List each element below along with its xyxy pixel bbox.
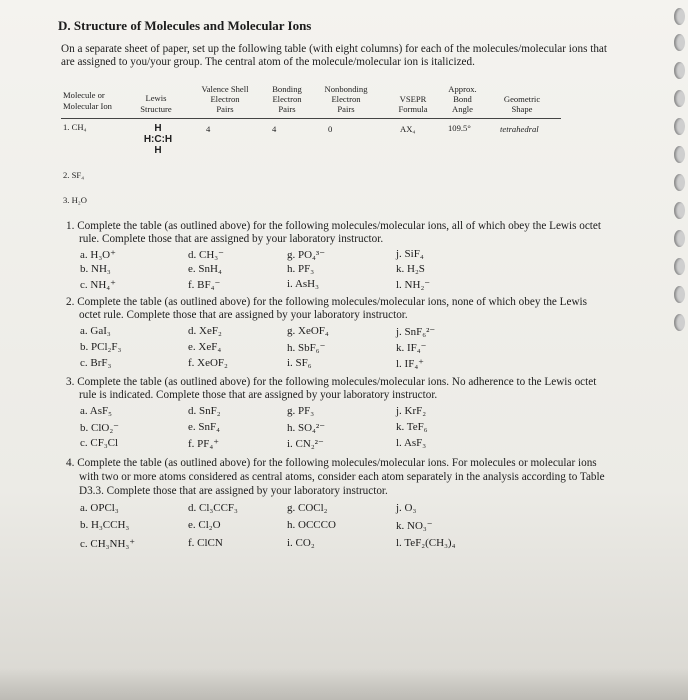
- q4-item: f. ClCN: [188, 537, 223, 549]
- header-bonding-3: Pairs: [278, 104, 296, 114]
- q4-item: k. NO₃⁻: [396, 520, 433, 532]
- q1-line-2: rule. Complete those that are assigned by your laboratory instructor.: [79, 233, 384, 245]
- q1-item: g. PO₄³⁻: [287, 249, 326, 261]
- q3-line-2: rule is indicated. Complete those that are assigned by your laboratory instructor.: [79, 389, 438, 401]
- q1-line-1: 1. Complete the table (as outlined above) for the following molecules/molecular ions, all of which obey the Lewis octet: [66, 220, 601, 232]
- lewis-middle: H:C:H: [143, 134, 173, 145]
- q2-item: f. XeOF₂: [188, 357, 228, 369]
- q4-item: d. Cl₃CCF₃: [188, 502, 238, 514]
- q4-item: b. H₃CCH₃: [80, 519, 130, 531]
- q3-item: i. CN₂²⁻: [287, 438, 324, 450]
- q4-line-3: D3.3. Complete those that are assigned by your laboratory instructor.: [79, 485, 388, 497]
- q2-item: j. SnF₆²⁻: [396, 326, 436, 338]
- binder-hole: [674, 34, 685, 51]
- header-valence-3: Pairs: [216, 104, 234, 114]
- lewis-structure: [140, 123, 176, 156]
- header-shape-1: Geometric: [503, 94, 541, 104]
- q1-item: d. CH₃⁻: [188, 249, 224, 261]
- q2-item: i. SF₆: [287, 357, 312, 369]
- q1-item: f. BF₄⁻: [188, 279, 221, 291]
- header-angle-1: Approx.: [448, 84, 477, 94]
- header-molecule-2: Molecular Ion: [63, 101, 112, 111]
- header-molecule-1: Molecule or: [63, 90, 105, 100]
- q1-item: c. NH₄⁺: [80, 279, 116, 291]
- binder-hole: [674, 118, 685, 135]
- q2-item: h. SbF₆⁻: [287, 342, 326, 354]
- binder-hole: [674, 314, 685, 331]
- header-nonbonding-3: Pairs: [337, 104, 355, 114]
- binder-hole: [674, 146, 685, 163]
- intro-line-1: On a separate sheet of paper, set up the following table (with eight columns) for each of the molecules/molecular ions that: [61, 43, 608, 55]
- q3-item: l. AsF₃: [396, 437, 427, 449]
- q2-item: c. BrF₃: [80, 357, 112, 369]
- header-shape-2: Shape: [511, 104, 533, 114]
- q2-item: d. XeF₂: [188, 325, 222, 337]
- binder-hole: [674, 174, 685, 191]
- binder-hole: [674, 202, 685, 219]
- row-h2o: 3. H₂O: [63, 195, 88, 205]
- cell-bonding: 4: [272, 124, 277, 134]
- q3-item: k. TeF₆: [396, 421, 428, 433]
- q3-item: h. SO₄²⁻: [287, 422, 326, 434]
- q3-item: a. AsF₅: [80, 405, 112, 417]
- q2-line-1: 2. Complete the table (as outlined above) for the following molecules/molecular ions, none of which obey the Lewis: [66, 296, 588, 308]
- q3-item: g. PF₃: [287, 405, 315, 417]
- q2-item: k. IF₄⁻: [396, 342, 427, 354]
- header-angle-2: Bond: [453, 94, 472, 104]
- table-header-rule: [61, 118, 561, 119]
- q4-line-1: 4. Complete the table (as outlined above) for the following molecules/molecular ions. For molecules or molecular ions: [66, 457, 597, 469]
- q3-item: d. SnF₂: [188, 405, 221, 417]
- header-nonbonding-2: Electron: [331, 94, 361, 104]
- q1-item: h. PF₃: [287, 263, 315, 275]
- q3-item: j. KrF₂: [396, 405, 427, 417]
- q4-item: c. CH₃NH₃⁺: [80, 538, 136, 550]
- header-lewis-2: Structure: [140, 104, 172, 114]
- q4-item: g. COCl₂: [287, 502, 328, 514]
- cell-angle: 109.5°: [448, 123, 471, 133]
- binder-hole: [674, 8, 685, 25]
- header-lewis-1: Lewis: [145, 93, 167, 103]
- q1-item: b. NH₃: [80, 263, 111, 275]
- binder-hole: [674, 62, 685, 79]
- header-nonbonding-1: Nonbonding: [324, 84, 368, 94]
- page-shadow: [0, 668, 688, 700]
- cell-molecule: 1. CH₄: [63, 122, 87, 132]
- q1-item: k. H₂S: [396, 263, 425, 275]
- binder-hole: [674, 258, 685, 275]
- row-sf4: 2. SF₄: [63, 170, 85, 180]
- header-vsepr-2: Formula: [398, 104, 428, 114]
- q3-item: f. PF₄⁺: [188, 438, 220, 450]
- binder-hole: [674, 230, 685, 247]
- q4-item: h. OCCCO: [287, 519, 336, 531]
- q4-item: e. Cl₂O: [188, 519, 221, 531]
- q3-line-1: 3. Complete the table (as outlined above) for the following molecules/molecular ions. No adherence to the Lewis octet: [66, 376, 597, 388]
- lewis-bottom-h: H: [154, 145, 162, 156]
- q4-line-2: with two or more atoms considered as central atoms, consider each atom separately in the analysis according to Table: [79, 471, 605, 483]
- q3-item: c. CF₃Cl: [80, 437, 119, 449]
- cell-nonbonding: 0: [328, 124, 333, 134]
- q2-item: l. IF₄⁺: [396, 358, 424, 370]
- q2-item: a. GaI₃: [80, 325, 111, 337]
- q3-item: e. SnF₄: [188, 421, 220, 433]
- q1-item: a. H₃O⁺: [80, 249, 116, 261]
- cell-valence: 4: [206, 124, 211, 134]
- q4-item: a. OPCl₃: [80, 502, 119, 514]
- section-title: D. Structure of Molecules and Molecular Ions: [58, 18, 312, 33]
- binder-holes: [668, 0, 688, 700]
- q2-line-2: octet rule. Complete those that are assigned by your laboratory instructor.: [79, 309, 408, 321]
- binder-hole: [674, 286, 685, 303]
- intro-line-2: are assigned to you/your group. The central atom of the molecule/molecular ion is italicized.: [61, 56, 475, 68]
- q3-item: b. ClO₂⁻: [80, 422, 119, 434]
- q2-item: g. XeOF₄: [287, 325, 329, 337]
- q4-item: i. CO₂: [287, 537, 315, 549]
- q4-item: j. O₃: [396, 502, 417, 514]
- q1-item: j. SiF₄: [396, 248, 424, 260]
- cell-vsepr: AX₄: [400, 124, 416, 134]
- header-bonding-2: Electron: [272, 94, 302, 104]
- lewis-top-h: H: [154, 123, 162, 134]
- q1-item: l. NH₂⁻: [396, 279, 431, 291]
- header-valence-2: Electron: [210, 94, 240, 104]
- q1-item: i. AsH₃: [287, 278, 319, 290]
- header-valence-1: Valence Shell: [201, 84, 249, 94]
- header-bonding-1: Bonding: [272, 84, 302, 94]
- header-angle-3: Angle: [451, 104, 473, 114]
- q1-item: e. SnH₄: [188, 263, 222, 275]
- header-vsepr-1: VSEPR: [399, 94, 427, 104]
- q2-item: e. XeF₄: [188, 341, 222, 353]
- q4-item: l. TeF₂(CH₃)₄: [396, 537, 456, 549]
- binder-hole: [674, 90, 685, 107]
- cell-shape: tetrahedral: [500, 124, 539, 134]
- q2-item: b. PCl₂F₃: [80, 341, 122, 353]
